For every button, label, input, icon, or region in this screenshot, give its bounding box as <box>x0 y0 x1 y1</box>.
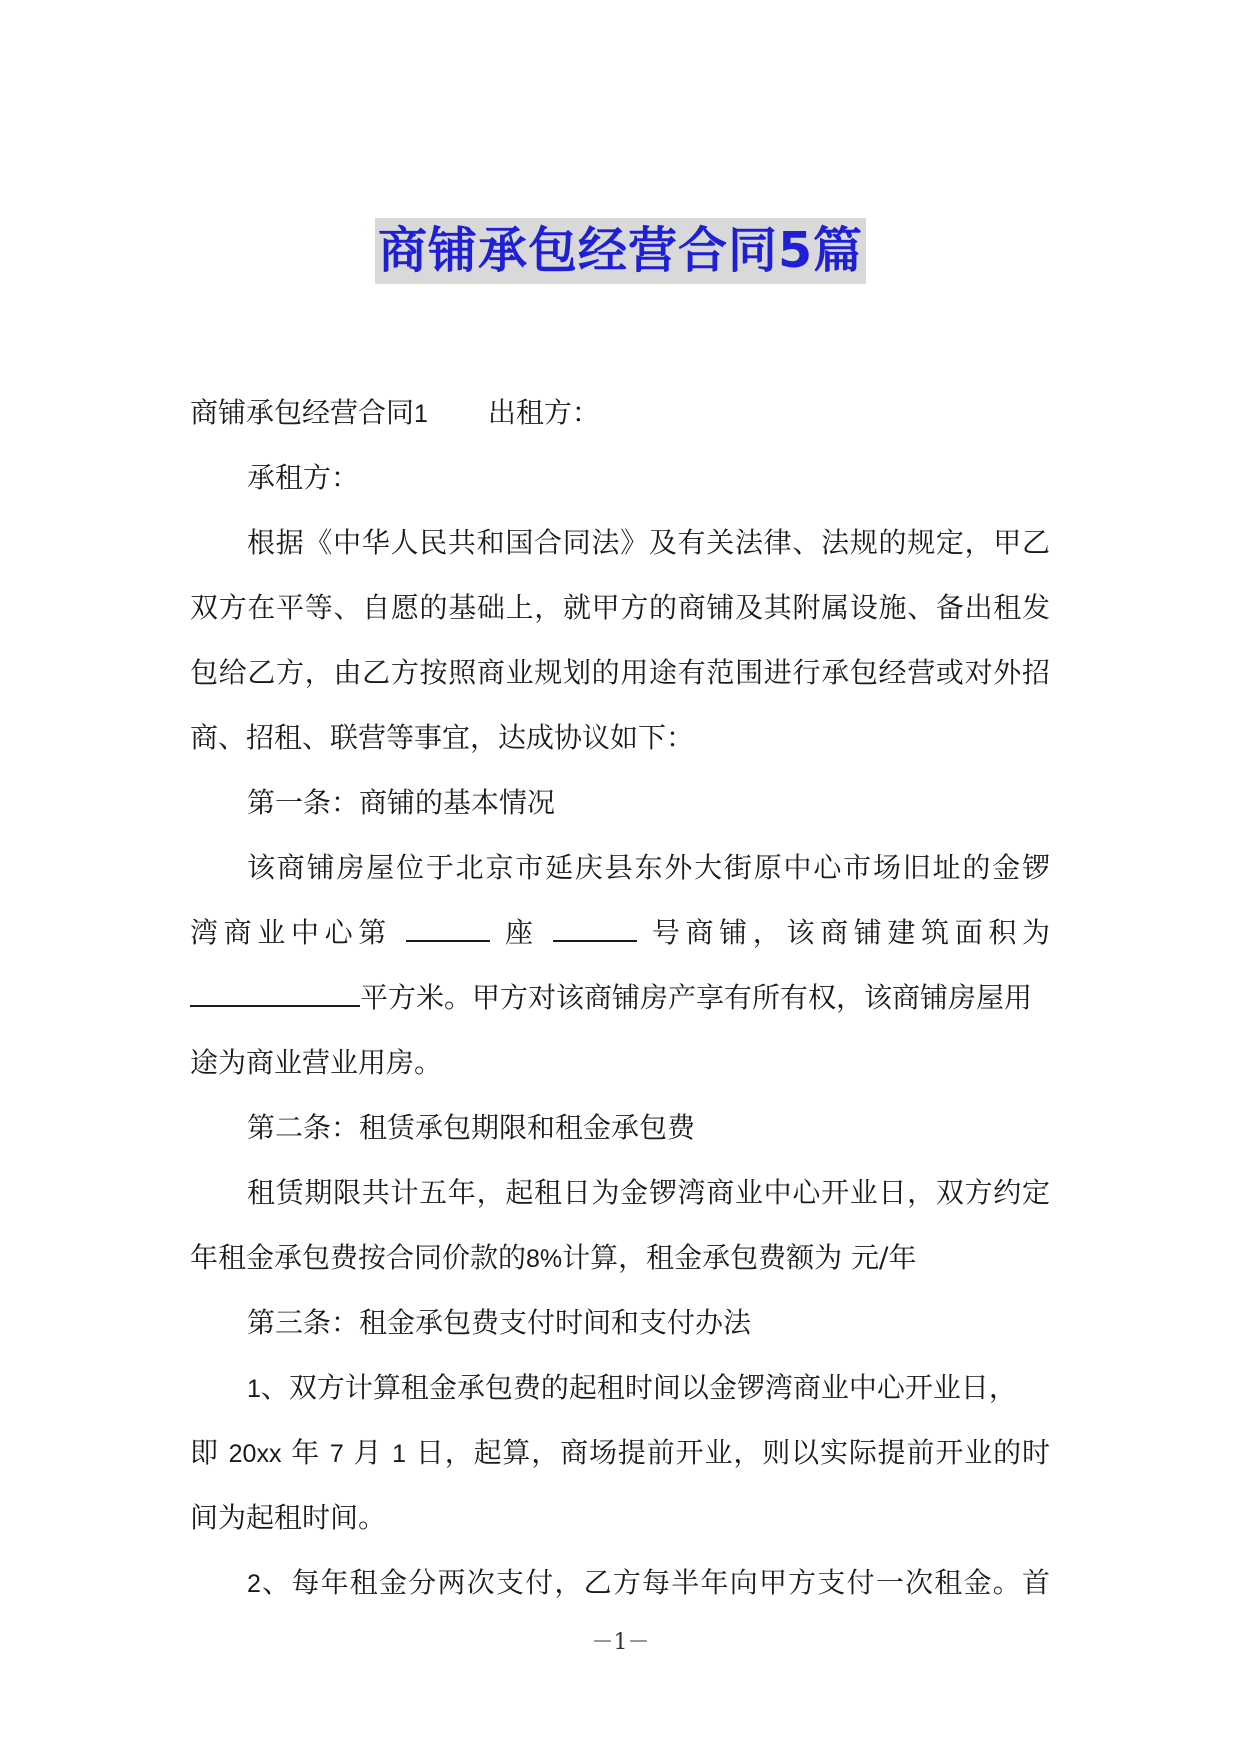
percent-value: 8% <box>526 1245 563 1273</box>
year-value: 20xx <box>228 1440 282 1468</box>
text-run: 湾商业中心第 <box>190 916 392 949</box>
paragraph-line <box>190 965 1050 1030</box>
item-number: 2 <box>247 1570 261 1598</box>
section-number: 1 <box>414 400 428 428</box>
text-run: 号商铺，该商铺建筑面积为 <box>651 916 1050 949</box>
day-value: 1 <box>392 1440 407 1468</box>
blank-field <box>406 916 490 942</box>
text-run: 年租金承包费按合同价款的 <box>190 1241 527 1274</box>
article-heading: 第一条：商铺的基本情况 <box>247 786 556 819</box>
paragraph-line: 根据《中华人民共和国合同法》及有关法律、法规的规定，甲乙 <box>247 526 1050 559</box>
lessor-label: 出租方： <box>487 396 600 429</box>
paragraph-line: 包给乙方，由乙方按照商业规划的用途有范围进行承包经营或对外招 <box>190 656 1050 689</box>
title-container <box>0 218 1241 284</box>
document-title: 商铺承包经营合同5篇 <box>375 218 866 284</box>
paragraph-line <box>190 380 1050 445</box>
paragraph-line <box>190 1225 1050 1290</box>
blank-field <box>190 981 360 1007</box>
text-run: 平方米。甲方对该商铺房产享有所有权，该商铺房屋用 <box>360 981 1033 1014</box>
article-heading: 第二条：租赁承包期限和租金承包费 <box>247 1111 696 1144</box>
text-run: 、每年租金分两次支付，乙方每半年向甲方支付一次租金。首 <box>260 1566 1050 1599</box>
paragraph-line: 间为起租时间。 <box>190 1501 387 1534</box>
text-run: 月 <box>343 1436 393 1469</box>
paragraph-line <box>190 1355 1050 1420</box>
text-run: 计算，租金承包费额为 元/年 <box>562 1241 917 1274</box>
page-number: －1－ <box>591 1630 650 1655</box>
section-heading: 商铺承包经营合同 <box>190 396 415 429</box>
paragraph-line: 租赁期限共计五年，起租日为金锣湾商业中心开业日，双方约定 <box>247 1176 1050 1209</box>
paragraph-line <box>190 900 1050 965</box>
lessee-label: 承租方： <box>247 461 360 494</box>
blank-field <box>553 916 637 942</box>
paragraph-line: 双方在平等、自愿的基础上，就甲方的商铺及其附属设施、备出租发 <box>190 591 1050 624</box>
text-run: 、双方计算租金承包费的起租时间以金锣湾商业中心开业日， <box>260 1371 1017 1404</box>
text-run: 座 <box>505 916 539 949</box>
paragraph-line: 该商铺房屋位于北京市延庆县东外大街原中心市场旧址的金锣 <box>247 851 1050 884</box>
paragraph-line: 途为商业营业用房。 <box>190 1046 443 1079</box>
text-run: 年 <box>281 1436 330 1469</box>
text-run: 即 <box>190 1436 229 1469</box>
document-body <box>190 380 1050 1615</box>
text-run: 日，起算，商场提前开业，则以实际提前开业的时 <box>406 1436 1051 1469</box>
item-number: 1 <box>247 1375 261 1403</box>
paragraph-line <box>190 1550 1050 1615</box>
article-heading: 第三条：租金承包费支付时间和支付办法 <box>247 1306 752 1339</box>
month-value: 7 <box>329 1440 344 1468</box>
paragraph-line: 商、招租、联营等事宜，达成协议如下： <box>190 721 695 754</box>
paragraph-line <box>190 1420 1050 1485</box>
